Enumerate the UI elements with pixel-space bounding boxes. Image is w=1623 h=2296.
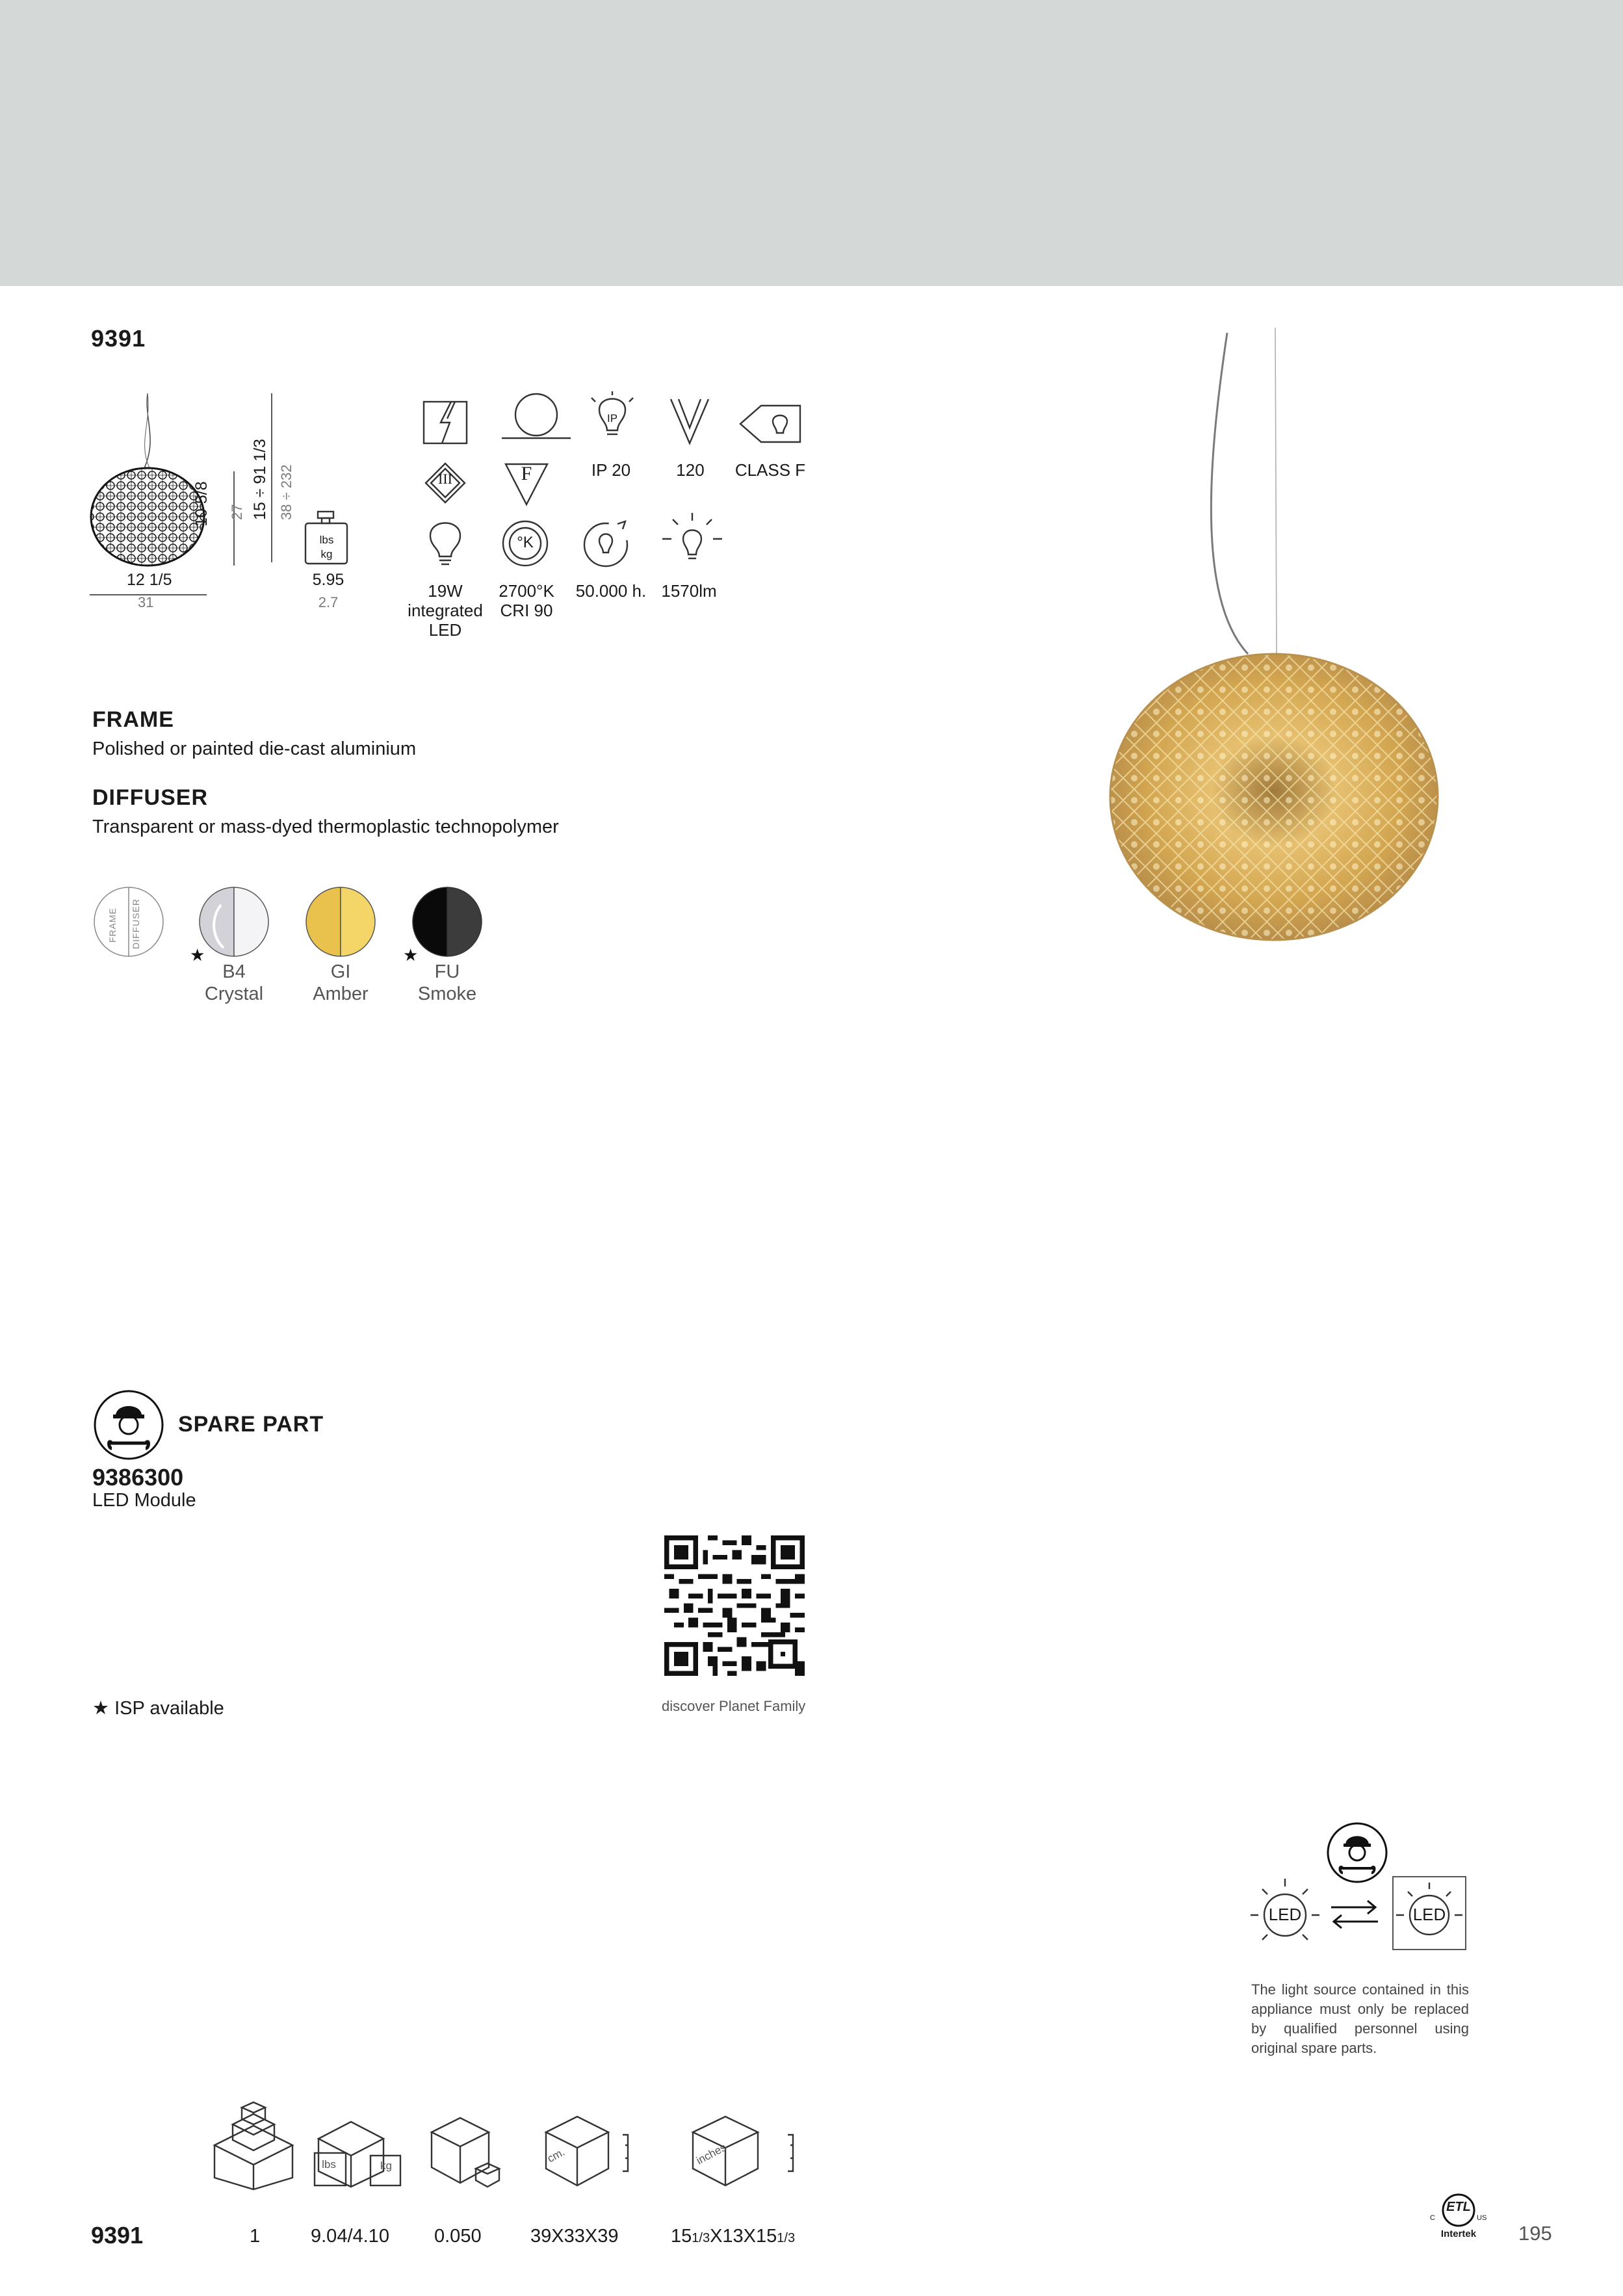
swatch-gi-name: Amber — [313, 984, 369, 1004]
swatch-b4-code: B4 — [222, 961, 246, 982]
package-weight-icon — [312, 2113, 403, 2191]
packaging-size-in-whole-1: 15 — [671, 2226, 692, 2247]
luminous-flux-icon — [660, 510, 725, 570]
package-dimensions-inches-icon — [680, 2109, 797, 2193]
led-bulb-icon — [422, 515, 468, 567]
packaging-weight: 9.04/4.10 — [311, 2226, 389, 2247]
swatch-b4-star-icon: ★ — [190, 945, 205, 965]
finish-legend-frame: FRAME — [107, 907, 118, 943]
frame-title: FRAME — [92, 707, 174, 732]
isp-note-text: ISP available — [114, 1698, 224, 1719]
class-iii-label: III — [438, 471, 452, 487]
swatch-gi[interactable] — [302, 885, 380, 1015]
weight-lbs: 5.95 — [312, 571, 344, 589]
packaging-size-in-fraction-1: 1/3 — [692, 2231, 710, 2245]
swatch-gi-code: GI — [330, 961, 351, 982]
packaging-quantity: 1 — [250, 2226, 261, 2247]
isp-note — [92, 1697, 224, 1719]
spare-part-technician-icon — [92, 1389, 165, 1461]
voltage-icon — [668, 397, 711, 446]
lifetime-label: 50.000 h. — [575, 581, 647, 601]
packaging-size-in-fraction-2: 1/3 — [777, 2231, 796, 2245]
voltage-label: 120 — [676, 460, 705, 480]
swatch-fu-star-icon: ★ — [403, 945, 419, 965]
height-cm: 27 — [229, 504, 245, 520]
led-source-right-label: LED — [1412, 1905, 1446, 1924]
dimmable-bulb-icon — [500, 390, 572, 443]
suitable-surface-icon — [421, 398, 471, 447]
frame-description: Polished or painted die-cast aluminium — [92, 738, 417, 759]
f-mark-label: F — [521, 463, 532, 484]
swatch-fu-name: Smoke — [417, 984, 477, 1004]
swatch-fu[interactable] — [403, 885, 486, 1015]
weight-units — [305, 533, 348, 562]
power-label — [403, 581, 487, 640]
lifetime-hours-icon — [580, 516, 634, 571]
packaging-size-in-middle: X13X15 — [710, 2226, 777, 2247]
swatch-b4[interactable] — [190, 885, 273, 1015]
qr-caption: discover Planet Family — [662, 1698, 806, 1714]
package-dimensions-inches-label: inches — [694, 2141, 729, 2167]
packaging-volume: 0.050 — [434, 2226, 482, 2247]
swatch-b4-name: Crystal — [204, 984, 264, 1004]
spare-part-title: SPARE PART — [178, 1412, 324, 1437]
packaging-size-inches — [671, 2226, 795, 2247]
package-weight-kg-label: kg — [380, 2159, 392, 2172]
finish-legend-diffuser: DIFFUSER — [131, 898, 141, 949]
kelvin-value: 2700°K — [499, 581, 554, 601]
model-title: 9391 — [91, 325, 146, 352]
color-temperature-label — [484, 581, 569, 620]
package-volume-icon — [426, 2113, 504, 2191]
power-watt: 19W — [428, 581, 463, 601]
kelvin-label: °K — [517, 534, 534, 551]
weight-unit-lbs: lbs — [319, 534, 334, 546]
width-inches: 12 1/5 — [127, 571, 172, 589]
led-source-left-label: LED — [1268, 1905, 1302, 1924]
swatch-gi-circle — [304, 885, 377, 958]
energy-class-icon — [738, 403, 803, 446]
etl-c-mark: C — [1430, 2214, 1435, 2222]
ip-rating-label: IP 20 — [591, 460, 631, 480]
cable-length-inches: 15 ÷ 91 1/3 — [251, 439, 269, 520]
header-band — [0, 0, 1623, 286]
product-photo — [1079, 325, 1482, 949]
power-source: LED — [428, 620, 462, 640]
page-number: 195 — [1518, 2222, 1552, 2245]
swatch-fu-circle — [411, 885, 484, 958]
package-quantity-icon — [208, 2100, 305, 2191]
packaging-size-cm: 39X33X39 — [530, 2226, 619, 2247]
diffuser-description: Transparent or mass-dyed thermoplastic technopolymer — [92, 816, 559, 837]
intertek-label: Intertek — [1440, 2228, 1477, 2239]
finish-legend-circle — [92, 885, 165, 958]
cable-length-cm: 38 ÷ 232 — [278, 464, 294, 520]
package-weight-lbs-label: lbs — [322, 2158, 336, 2171]
spare-part-code: 9386300 — [92, 1464, 184, 1491]
spare-part-description: LED Module — [92, 1490, 196, 1511]
led-technician-icon — [1325, 1820, 1390, 1885]
width-cm: 31 — [138, 594, 154, 610]
etl-mark: ETL — [1446, 2200, 1471, 2214]
weight-kg: 2.7 — [318, 594, 339, 610]
ip-icon-label: IP — [606, 412, 618, 424]
swap-arrows-icon — [1329, 1898, 1381, 1931]
isp-star-icon: ★ — [92, 1698, 109, 1719]
etl-us-mark: US — [1477, 2214, 1487, 2222]
qr-code[interactable] — [664, 1535, 805, 1676]
packaging-model: 9391 — [91, 2222, 144, 2249]
lumen-label: 1570lm — [661, 581, 717, 601]
package-dimensions-cm-label: cm. — [545, 2145, 567, 2165]
replacement-note: The light source contained in this appliance must only be replaced by qualified personnel using original spare parts. — [1251, 1981, 1469, 2056]
weight-unit-kg: kg — [320, 548, 333, 560]
height-inches: 10 5/8 — [192, 481, 211, 527]
cri-value: CRI 90 — [500, 601, 553, 620]
swatch-fu-code: FU — [434, 961, 460, 982]
energy-class-label: CLASS F — [734, 460, 806, 480]
diffuser-title: DIFFUSER — [92, 785, 208, 810]
power-type: integrated — [408, 601, 483, 620]
swatch-b4-circle — [198, 885, 270, 958]
